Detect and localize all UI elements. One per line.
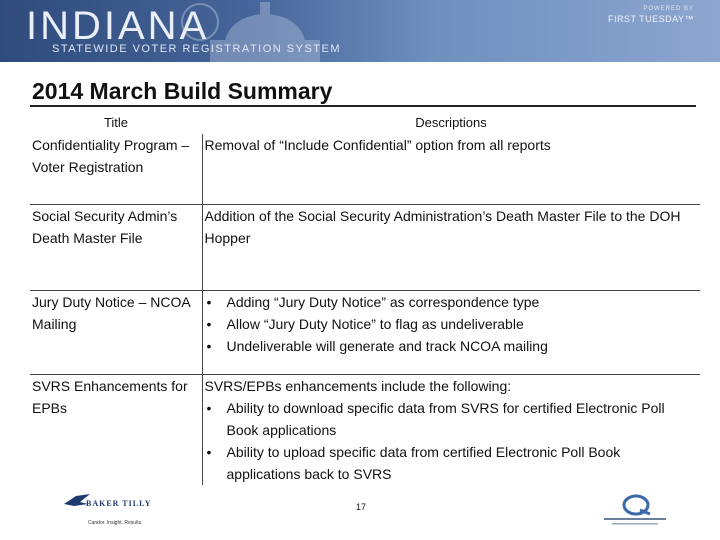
row-description: Removal of “Include Confidential” option from all reports bbox=[202, 134, 700, 204]
list-item: • Ability to upload specific data from certified Electronic Poll Book applications back to SVRS bbox=[205, 441, 699, 485]
powered-by-label: POWERED BY bbox=[643, 6, 694, 12]
bullet-list bbox=[205, 291, 699, 357]
banner-subtitle: STATEWIDE VOTER REGISTRATION SYSTEM bbox=[52, 43, 342, 55]
seal-logo-icon bbox=[600, 494, 670, 528]
column-header-title: Title bbox=[103, 115, 129, 130]
indiana-brand: INDIANA bbox=[26, 4, 210, 48]
row-description bbox=[202, 374, 700, 485]
row-description: Addition of the Social Security Administration’s Death Master File to the DOH Hopper bbox=[202, 204, 700, 290]
table-row bbox=[30, 374, 700, 485]
row-description-intro: SVRS/EPBs enhancements include the following: bbox=[204, 377, 512, 394]
baker-tilly-tagline: Candor. Insight. Results. bbox=[88, 520, 143, 526]
row-title: Jury Duty Notice – NCOA Mailing bbox=[30, 290, 202, 374]
table-row bbox=[30, 204, 700, 290]
baker-tilly-logo bbox=[62, 490, 172, 530]
title-underline bbox=[30, 105, 696, 107]
build-summary-table bbox=[30, 112, 700, 485]
slide-title: 2014 March Build Summary bbox=[32, 78, 333, 104]
row-description bbox=[202, 290, 700, 374]
header-banner bbox=[0, 0, 720, 62]
list-item: • Ability to download specific data from SVRS for certified Electronic Poll Book applications bbox=[205, 397, 699, 441]
page-number: 17 bbox=[356, 502, 367, 512]
list-item: • Adding “Jury Duty Notice” as correspondence type bbox=[205, 291, 699, 313]
row-title: SVRS Enhancements for EPBs bbox=[30, 374, 202, 485]
list-item: • Allow “Jury Duty Notice” to flag as undeliverable bbox=[205, 313, 699, 335]
table-header-row bbox=[30, 112, 700, 134]
list-item: • Undeliverable will generate and track NCOA mailing bbox=[205, 335, 699, 357]
column-header-descriptions: Descriptions bbox=[415, 115, 487, 130]
first-tuesday-logo: FIRST TUESDAY™ bbox=[607, 14, 694, 24]
bullet-list bbox=[205, 397, 699, 485]
row-title: Confidentiality Program – Voter Registration bbox=[32, 137, 190, 175]
row-title: Social Security Admin’s Death Master File bbox=[30, 204, 202, 290]
table-row bbox=[30, 290, 700, 374]
baker-tilly-name: BAKER TILLY bbox=[86, 499, 152, 508]
table-row bbox=[30, 134, 700, 204]
